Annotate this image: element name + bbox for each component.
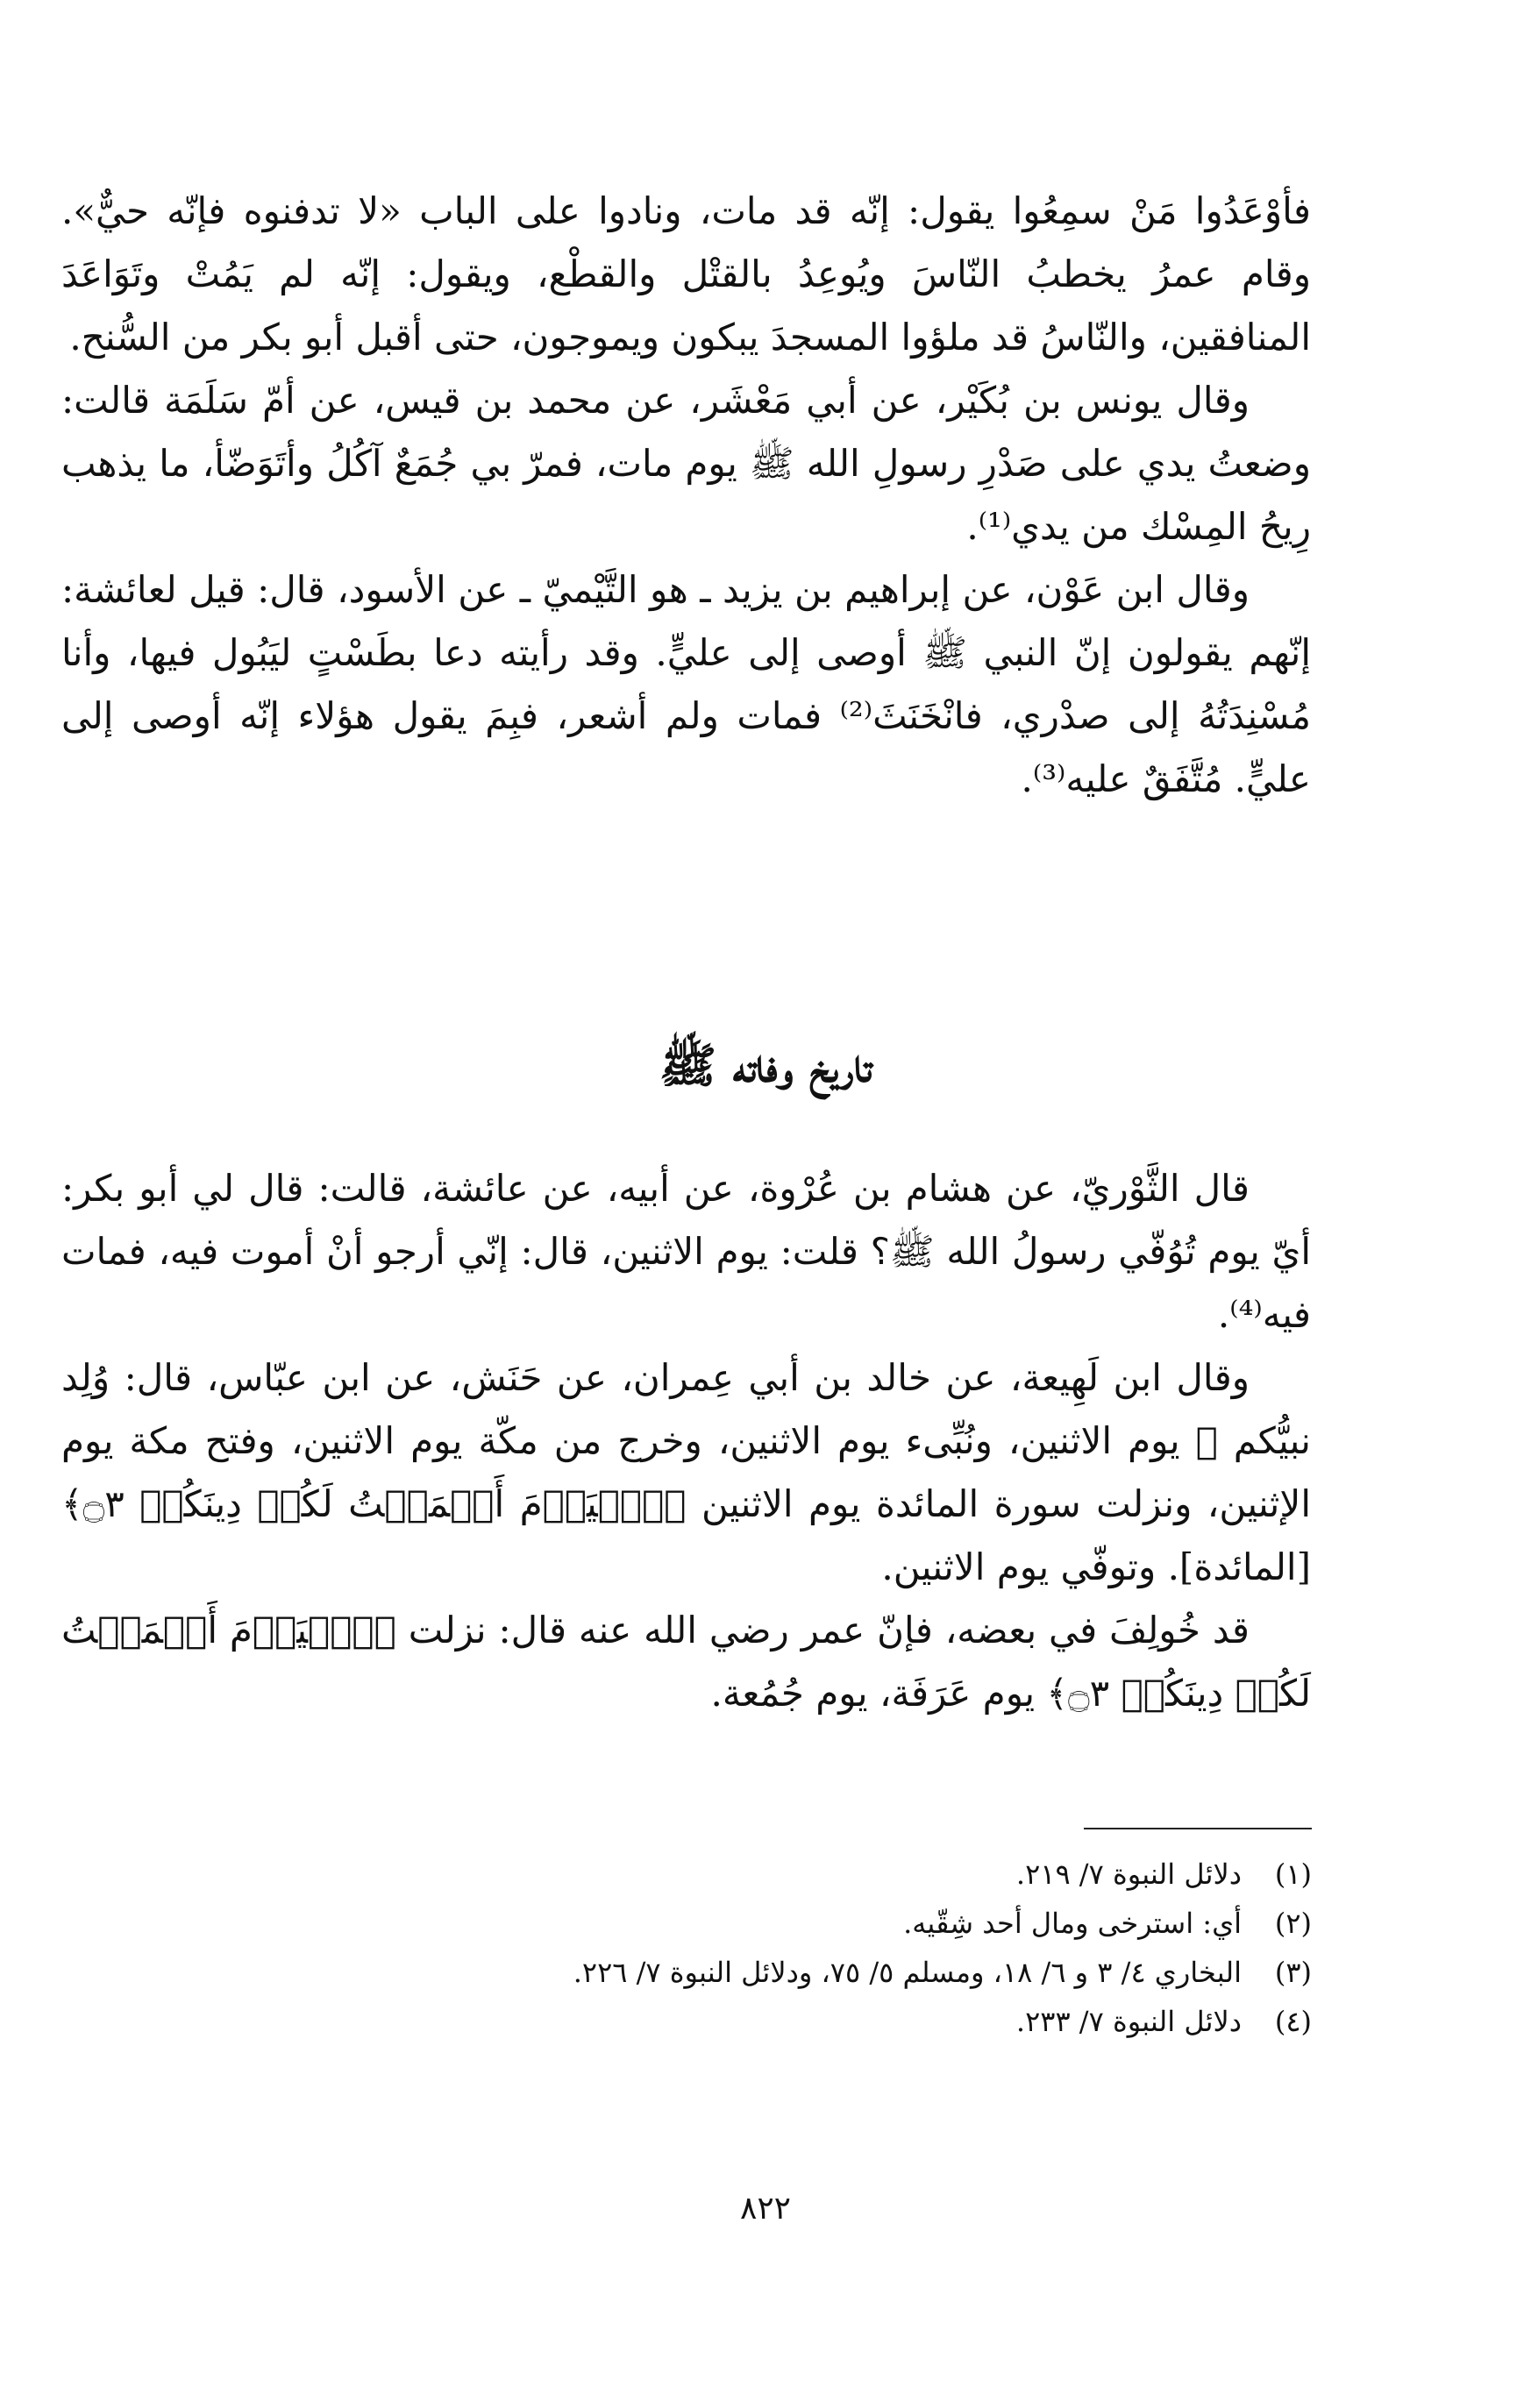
page-number: ٨٢٢ [739,2191,791,2227]
paragraph: وقال ابن لَهِيعة، عن خالد بن أبي عِمران، عن حَنَش، عن ابن عبّاس، قال: وُلِد نبيُّكم ﷺ يوم الاثنين، ونُبِّىء يوم الاثنين، وخرج من مكّة يوم الاثنين، وفتح مكة يوم الإثنين، ونزلت سورة المائدة يوم الاثنين ﴿ٱلۡيَوۡمَ أَكۡمَلۡتُ لَكُمۡ دِينَكُمۡ ۝٣﴾ [المائدة]. وتوفّي يوم الاثنين. [61,1356,1311,1588]
footnote-number: (٤) [1274,2005,1312,2038]
main-text-top [61,180,1311,811]
footnote-text: دلائل النبوة ٧/ ٢١٩. [1015,1857,1242,1891]
section-heading: تاريخ وفاته ﷺ [659,1037,872,1093]
paragraph: فأوْعَدُوا مَنْ سمِعُوا يقول: إنّه قد مات، ونادوا على الباب «لا تدفنوه فإنّه حيٌّ». وقام عمرُ يخطبُ النّاسَ ويُوعِدُ بالقتْل والقطْع، ويقول: إنّه لم يَمُتْ وتَوَاعَدَ المنافقين، والنّاسُ قد ملؤوا المسجدَ يبكون ويموجون، حتى أقبل أبو بكر من السُّنح. [61,189,1311,359]
footnote-number: (٣) [1274,1956,1312,1989]
main-text-section [61,1157,1311,1725]
footnote [260,1850,1312,1899]
footnote [260,1899,1312,1948]
footnotes [260,1850,1312,2046]
footnote-text: دلائل النبوة ٧/ ٢٣٣. [1015,2005,1242,2038]
footnote [260,1948,1312,1997]
paragraph: قال الثَّوْريّ، عن هشام بن عُرْوة، عن أبيه، عن عائشة، قالت: قال لي أبو بكر: أيّ يوم تُوُفّي رسولُ الله ﷺ؟ قلت: يوم الاثنين، قال: إنّي أرجو أنْ أموت فيه، فمات فيه⁽⁴⁾. [61,1167,1311,1336]
footnote-text: البخاري ٤/ ٣ و ٦/ ١٨، ومسلم ٥/ ٧٥، ودلائل النبوة ٧/ ٢٢٦. [573,1956,1242,1989]
paragraph: وقال يونس بن بُكَيْر، عن أبي مَعْشَر، عن محمد بن قيس، عن أمّ سَلَمَة قالت: وضعتُ يدي على صَدْرِ رسولِ الله ﷺ يوم مات، فمرّ بي جُمَعٌ آكُلُ وأتَوَضّأ، ما يذهب رِيحُ المِسْك من يدي⁽¹⁾. [61,379,1311,548]
footnote [260,1997,1312,2046]
footnote-number: (١) [1274,1857,1312,1891]
footnote-divider [1084,1828,1312,1829]
paragraph: وقال ابن عَوْن، عن إبراهيم بن يزيد ـ هو التَّيْميّ ـ عن الأسود، قال: قيل لعائشة: إنّهم يقولون إنّ النبي ﷺ أوصى إلى عليٍّ. وقد رأيته دعا بطَسْتٍ ليَبُول فيها، وأنا مُسْنِدَتُهُ إلى صدْري، فانْخَنَثَ⁽²⁾ فمات ولم أشعر، فبِمَ يقول هؤلاء إنّه أوصى إلى عليٍّ. مُتَّفَقٌ عليه⁽³⁾. [61,568,1311,800]
paragraph: قد خُولِفَ في بعضه، فإنّ عمر رضي الله عنه قال: نزلت ﴿ٱلۡيَوۡمَ أَكۡمَلۡتُ لَكُمۡ دِينَكُمۡ ۝٣﴾ يوم عَرَفَة، يوم جُمُعة. [61,1609,1311,1715]
footnote-number: (٢) [1274,1907,1312,1940]
footnote-text: أي: استرخى ومال أحد شِقّيه. [903,1907,1242,1940]
